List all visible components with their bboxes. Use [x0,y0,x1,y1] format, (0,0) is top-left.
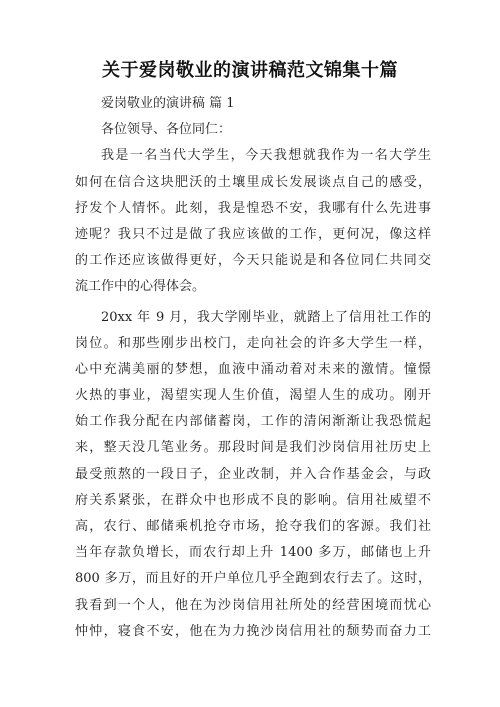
salutation: 各位领导、各位同仁： [101,122,232,138]
paragraph-line: 岗位。和那些刚步出校门，走向社会的许多大学生一样， [75,335,431,351]
document-title: 关于爱岗敬业的演讲稿范文锦集十篇 [102,60,398,81]
paragraph-line: 府关系紧张，在群众中也形成不良的影响。信用社威望不 [75,492,431,508]
paragraph-line: 最受煎熬的一段日子，企业改制，并入合作基金会，与政 [75,466,431,482]
paragraph-line: 我看到一个人，他在为沙岗信用社所处的经营困境而忧心 [75,597,431,613]
paragraph-1 [75,143,431,300]
paragraph-line: 当年存款负增长，而农行却上升 1400 多万，邮储也上升 [75,545,431,561]
paragraph-line: 忡忡，寝食不安，他在为力挽沙岗信用社的颓势而奋力工 [75,623,431,639]
paragraph-line: 流工作中的心得体会。 [75,279,206,295]
paragraph-line: 始工作我分配在内部储蓄岗，工作的清闲渐渐让我恐慌起 [75,414,431,430]
paragraph-line: 火热的事业，渴望实现人生价值，渴望人生的成功。刚开 [75,388,431,404]
document-body [75,91,431,645]
paragraph-line: 来，整天没几笔业务。那段时间是我们沙岗信用社历史上 [75,440,431,456]
paragraph-line: 迹呢？我只不过是做了我应该做的工作，更何况，像这样 [75,226,431,242]
paragraph-line: 抒发个人情怀。此刻，我是惶恐不安，我哪有什么先进事 [75,200,431,216]
paragraph-line: 的工作还应该做得更好，今天只能说是和各位同仁共同交 [75,253,431,269]
paragraph-line: 高，农行、邮储乘机抢夺市场，抢夺我们的客源。我们社 [75,519,431,534]
paragraph-line: 心中充满美丽的梦想，血液中涌动着对未来的激情。憧憬 [75,361,431,377]
paragraph-line: 我是一名当代大学生，今天我想就我作为一名大学生 [101,148,431,164]
paragraph-line: 20xx 年 9 月，我大学刚毕业，就踏上了信用社工作的 [101,309,431,325]
paragraph-line: 如何在信合这块肥沃的土壤里成长发展谈点自己的感受， [75,174,431,190]
paragraph-2 [75,305,431,645]
section-heading: 爱岗敬业的演讲稿 篇 1 [101,96,235,111]
paragraph-line: 800 多万，而且好的开户单位几乎全跑到农行去了。这时， [75,571,431,587]
